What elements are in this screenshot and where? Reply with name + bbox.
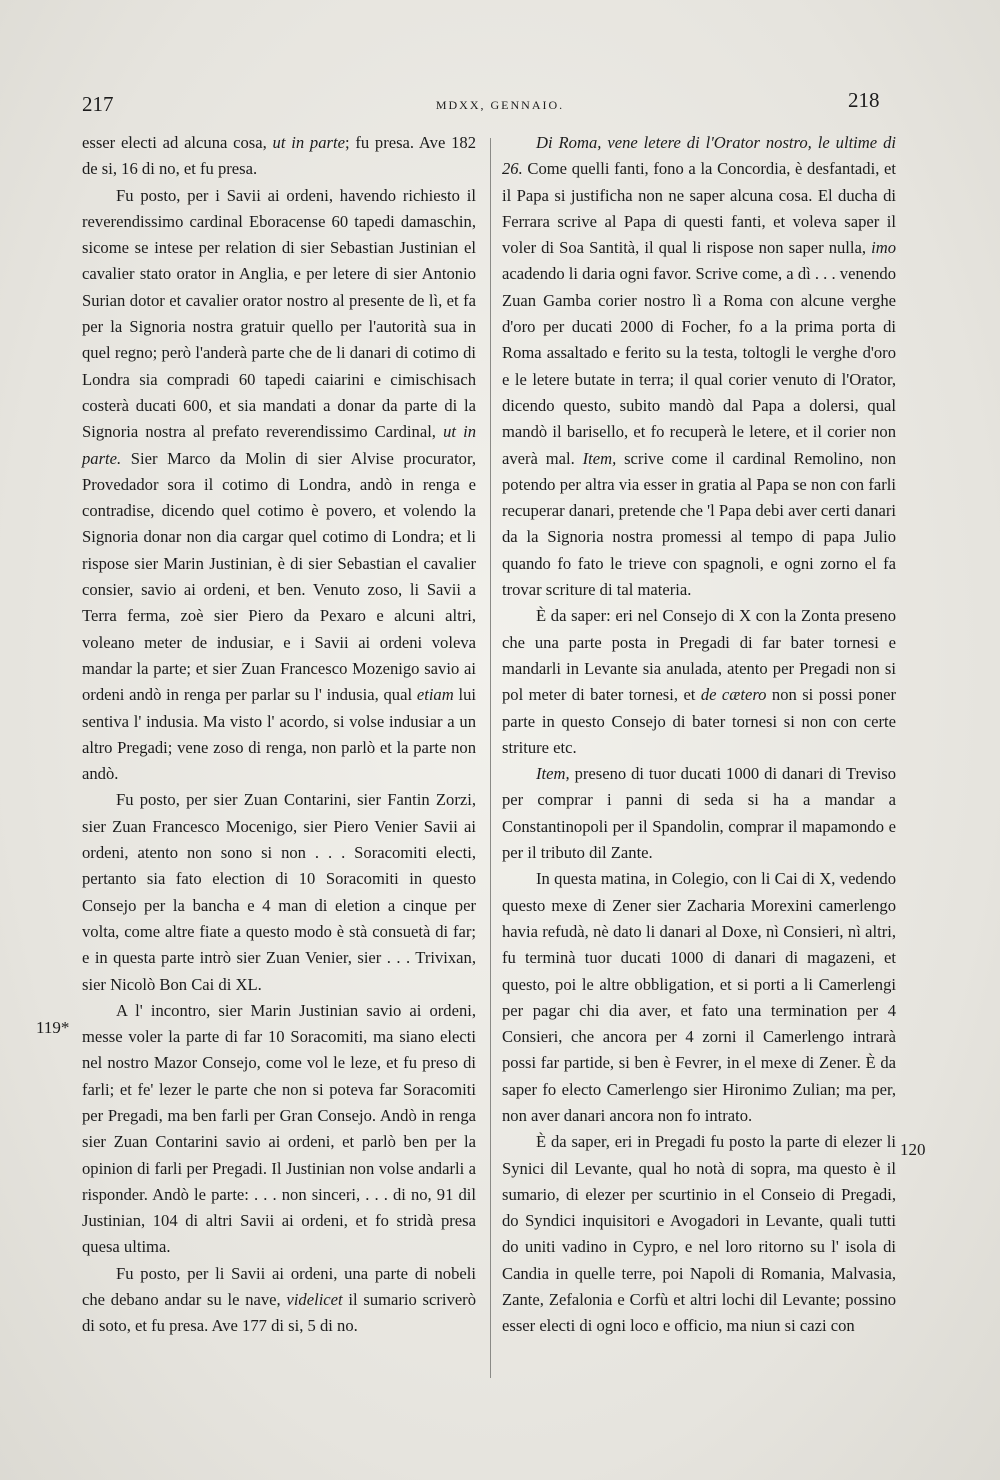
page-number-left: 217: [82, 92, 114, 116]
column-divider: [490, 138, 491, 1378]
page-header: [0, 86, 1000, 116]
left-column: [82, 130, 476, 1340]
running-title: MDXX, GENNAIO.: [435, 98, 565, 112]
right-column: [502, 130, 896, 1340]
margin-note-left: 119*: [36, 1018, 70, 1037]
margin-note-right: 120: [900, 1140, 926, 1159]
paragraph: Fu posto, per li Savii ai ordeni, una parte di nobeli che debano andar su le nave, videlicet il sumario scriverò di soto, et fu presa. Ave 177 di si, 5 di no.: [82, 1263, 477, 1336]
paragraph: In questa matina, in Colegio, con li Cai di X, vedendo questo mexe di Zener sier Zacharia Morexini camerlengo havia refudà, nè dato li danari al Doxe, nì Consieri, nì altri, fu terminà tuor ducati 1000 di danari di magazeni, et questo, poi le altre obbligation, et si porti a li Camerlengi per pagar chi dia aver, et fato una termination per 4 Consieri, che ancora per 4 zorni il Camerlengo intrarà possi far partide, si ben è Fevrer, in el mexe di Zener. È da saper fo electo Camerlengo sier Hironimo Zulian; ma per, non aver danari ancora non fo intrato.: [502, 869, 896, 1125]
page-number-right: 218: [848, 88, 880, 112]
paragraph: Item, preseno di tuor ducati 1000 di danari di Treviso per comprar i panni di seda si ha a mandar a Constantinopoli per il Spandolin, comprar il mapamondo e per il tributo dil Zante.: [502, 764, 896, 863]
paragraph: È da saper: eri nel Consejo di X con la Zonta preseno che una parte posta in Pregadi di far bater tornesi e mandarli in Levante sia anulada, atento per Pregadi non si pol meter di bater tornesi, et de cætero non si possi poner parte in questo Consejo di bater tornesi si non con certe striture etc.: [502, 606, 897, 757]
paragraph: Fu posto, per i Savii ai ordeni, havendo richiesto il reverendissimo cardinal Eboracense 60 tapedi damaschin, sicome se intese per relation di sier Sebastian Justinian el cavalier stato orator in Anglia, e per letere di sier Antonio Surian dotor et cavalier orator nostro al presente de lì, et fa per la Signoria nostra gratuir quello per l'autorità sua in quel regno; però l'anderà parte che de li danari di cotimo di Londra sia compradi 60 tapedi caiarini e cimischisach costerà ducati 600, et sia mandati a donar da parte di la Signoria nostra al prefato reverendissimo Cardinal, ut in parte. Sier Marco da Molin di sier Alvise procurator, Provedador sora il cotimo di Londra, andò in renga e contradise, dicendo quel cotimo è povero, et volendo la Signoria donar non dia cargar quel cotimo di Londra; et li rispose sier Marin Justinian, è di sier Sebastian el cavalier consier, savio ai ordeni, et ben. Venuto zoso, li Savii a Terra ferma, zoè sier Piero da Pexaro e alcuni altri, voleano meter de indusiar, e i Savii ai ordeni voleva mandar la parte; et sier Zuan Francesco Mozenigo savio ai ordeni andò in renga per parlar su l' indusia, qual etiam lui sentiva l' indusia. Ma visto l' acordo, si volse indusiar a un altro Pregadi; vene zoso di renga, non parlò et la parte non andò.: [82, 185, 476, 784]
paragraph: esser electi ad alcuna cosa, ut in parte; fu presa. Ave 182 de si, 16 di no, et fu presa.: [82, 133, 477, 179]
paragraph: Fu posto, per sier Zuan Contarini, sier Fantin Zorzi, sier Zuan Francesco Mocenigo, sier Piero Venier Savii ai ordeni, atento non sono si non . . . Soracomiti electi, pertanto sia fato election di 10 Soracomiti in questo Consejo per la bancha e 4 man di eletion a cinque per volta, come altre fiate a questo modo è stà consuetà di far; e in questa parte intrò sier Zuan Venier, sier . . . Trivixan, sier Nicolò Bon Cai di XL.: [82, 790, 476, 994]
paragraph: È da saper, eri in Pregadi fu posto la parte di elezer li Synici dil Levante, qual ho notà di sopra, ma questo è il sumario, di elezer per scurtinio in el Conseio di Pregadi, do Syndici inquisitori e Avogadori in Levante, quali tutti do uniti vadino in Cypro, e nel loro ritorno su l' isola di Candia in quelle terre, poi Napoli di Romania, Malvasia, Zante, Zefalonia e Corfù et altri lochi dil Levante; possino esser electi di ogni loco e officio, ma niun si cazi con: [502, 1132, 896, 1336]
paragraph: A l' incontro, sier Marin Justinian savio ai ordeni, messe voler la parte di far 10 Soracomiti, ma siano electi nel nostro Mazor Consejo, come vol le leze, et fu preso di farli; et fe' lezer le parte che non si poteva far Soracomiti per Pregadi, ma ben farli per Gran Consejo. Andò in renga sier Zuan Contarini savio ai ordeni, et parlò ben per la opinion di farli per Pregadi. Il Justinian non volse andarli a risponder. Andò le parte: . . . non sinceri, . . . di no, 91 dil Justinian, 104 di altri Savii ai ordeni, et fo stridà presa quesa ultima.: [82, 1000, 476, 1257]
paragraph: Di Roma, vene letere di l'Orator nostro, le ultime di 26. Come quelli fanti, fono a la Concordia, è desfantadi, et il Papa si justificha non ne saper alcuna cosa. El ducha di Ferrara scrive al Papa di questi fanti, et voleva saper il voler di Soa Santità, il qual li rispose non saper nulla, imo acadendo li daria ogni favor. Scrive come, a dì . . . venendo Zuan Gamba corier nostro lì a Roma con alcune verghe d'oro per ducati 2000 di Focher, fo a la prima porta di Roma assaltado e ferito su la testa, toltogli le verghe d'oro e le letere butate in terra; il qual corier venuto di l'Orator, dicendo questo, subito mandò dal Papa a dolersi, qual mandò il barisello, et fo recuperà le letere, et il corier non averà mal. Item, scrive come il cardinal Remolino, non potendo per altra via esser in gratia al Papa se non con farli recuperar danari, pretende che 'l Papa debi aver certi danari da la Signoria nostra promessi al tempo di papa Julio quando fo fato le trieve con spagnoli, e ogni zorno el fa trovar scriture di tal materia.: [502, 133, 896, 600]
